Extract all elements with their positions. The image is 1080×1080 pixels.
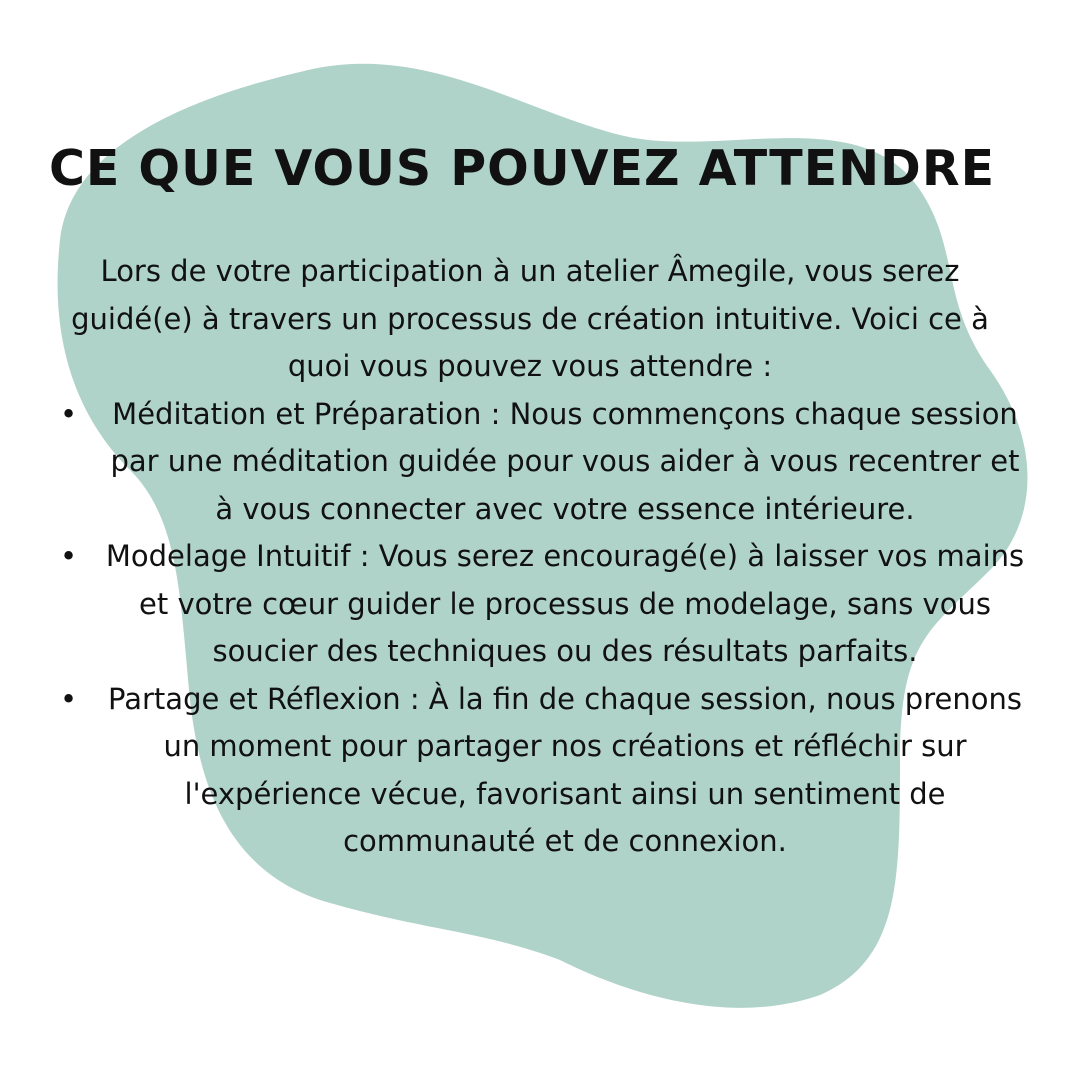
list-item-modelage [30, 533, 1030, 676]
list-item-meditation [30, 391, 1030, 534]
page-title: CE QUE VOUS POUVEZ ATTENDRE [48, 140, 996, 197]
bullet-dot-icon: • [60, 681, 78, 716]
list-item-text: Modelage Intuitif : Vous serez encouragé(e) à laisser vos mains et votre cœur guider le processus de modelage, sans vous soucier des techniques ou des résultats parfaits. [105, 539, 1025, 668]
list-item-text: Méditation et Préparation : Nous commençons chaque session par une méditation guidée pour vous aider à vous recentrer et à vous connecter avec votre essence intérieure. [110, 396, 1020, 526]
feature-list [30, 391, 1030, 866]
list-item-text: Partage et Réflexion : À la fin de chaque session, nous prenons un moment pour partager nos créations et réfléchir sur l'expérience vécue, favorisant ainsi un sentiment de communauté et de connexion. [108, 681, 1022, 858]
list-item-partage [30, 676, 1030, 866]
intro-paragraph: Lors de votre participation à un atelier Âmegile, vous serez guidé(e) à travers un processus de création intuitive. Voici ce à quoi vous pouvez vous attendre : [71, 254, 989, 383]
bullet-dot-icon: • [60, 396, 78, 431]
bullet-dot-icon: • [60, 539, 78, 573]
content-area [30, 248, 1030, 866]
